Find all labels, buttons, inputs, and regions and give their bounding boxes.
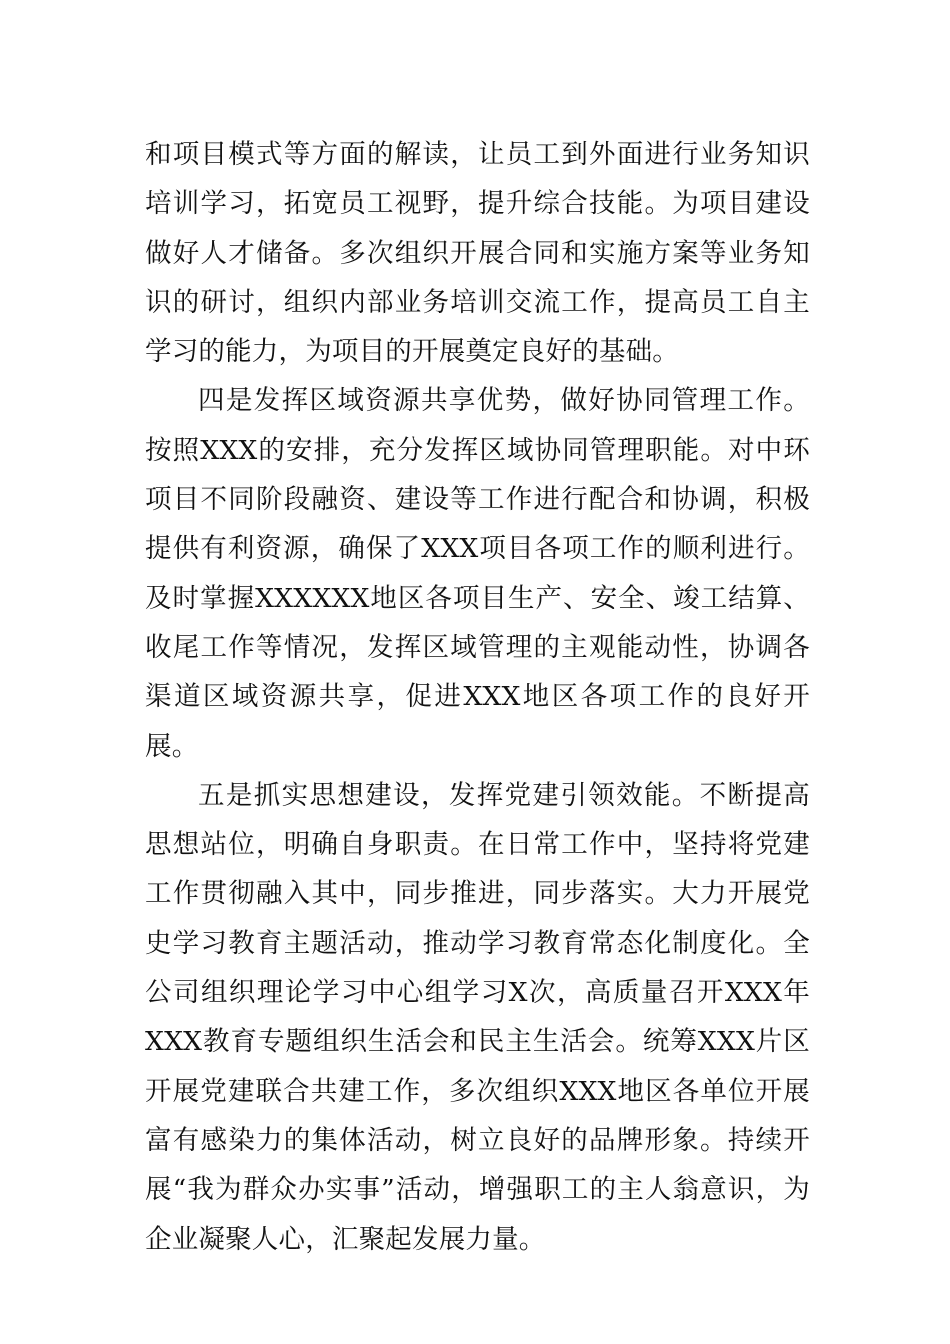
- paragraph-point-four: 四是发挥区域资源共享优势，做好协同管理工作。按照XXX的安排，充分发挥区域协同管理职能。对中环项目不同阶段融资、建设等工作进行配合和协调，积极提供有利资源，确保了XXX项目各项工作的顺利进行。及时掌握XXXXXX地区各项目生产、安全、竣工结算、收尾工作等情况，发挥区域管理的主观能动性，协调各渠道区域资源共享，促进XXX地区各项工作的良好开展。: [145, 385, 810, 762]
- paragraph-continuation: 和项目模式等方面的解读，让员工到外面进行业务知识培训学习，拓宽员工视野，提升综合技能。为项目建设做好人才储备。多次组织开展合同和实施方案等业务知识的研讨，组织内部业务培训交流工作，提高员工自主学习的能力，为项目的开展奠定良好的基础。: [145, 139, 810, 368]
- paragraph-point-five: 五是抓实思想建设，发挥党建引领效能。不断提高思想站位，明确自身职责。在日常工作中，坚持将党建工作贯彻融入其中，同步推进，同步落实。大力开展党史学习教育主题活动，推动学习教育常态化制度化。全公司组织理论学习中心组学习X次，高质量召开XXX年XXX教育专题组织生活会和民主生活会。统筹XXX片区开展党建联合共建工作，多次组织XXX地区各单位开展富有感染力的集体活动，树立良好的品牌形象。持续开展“我为群众办实事”活动，增强职工的主人翁意识，为企业凝聚人心，汇聚起发展力量。: [145, 779, 810, 1255]
- document-body: [145, 130, 810, 1264]
